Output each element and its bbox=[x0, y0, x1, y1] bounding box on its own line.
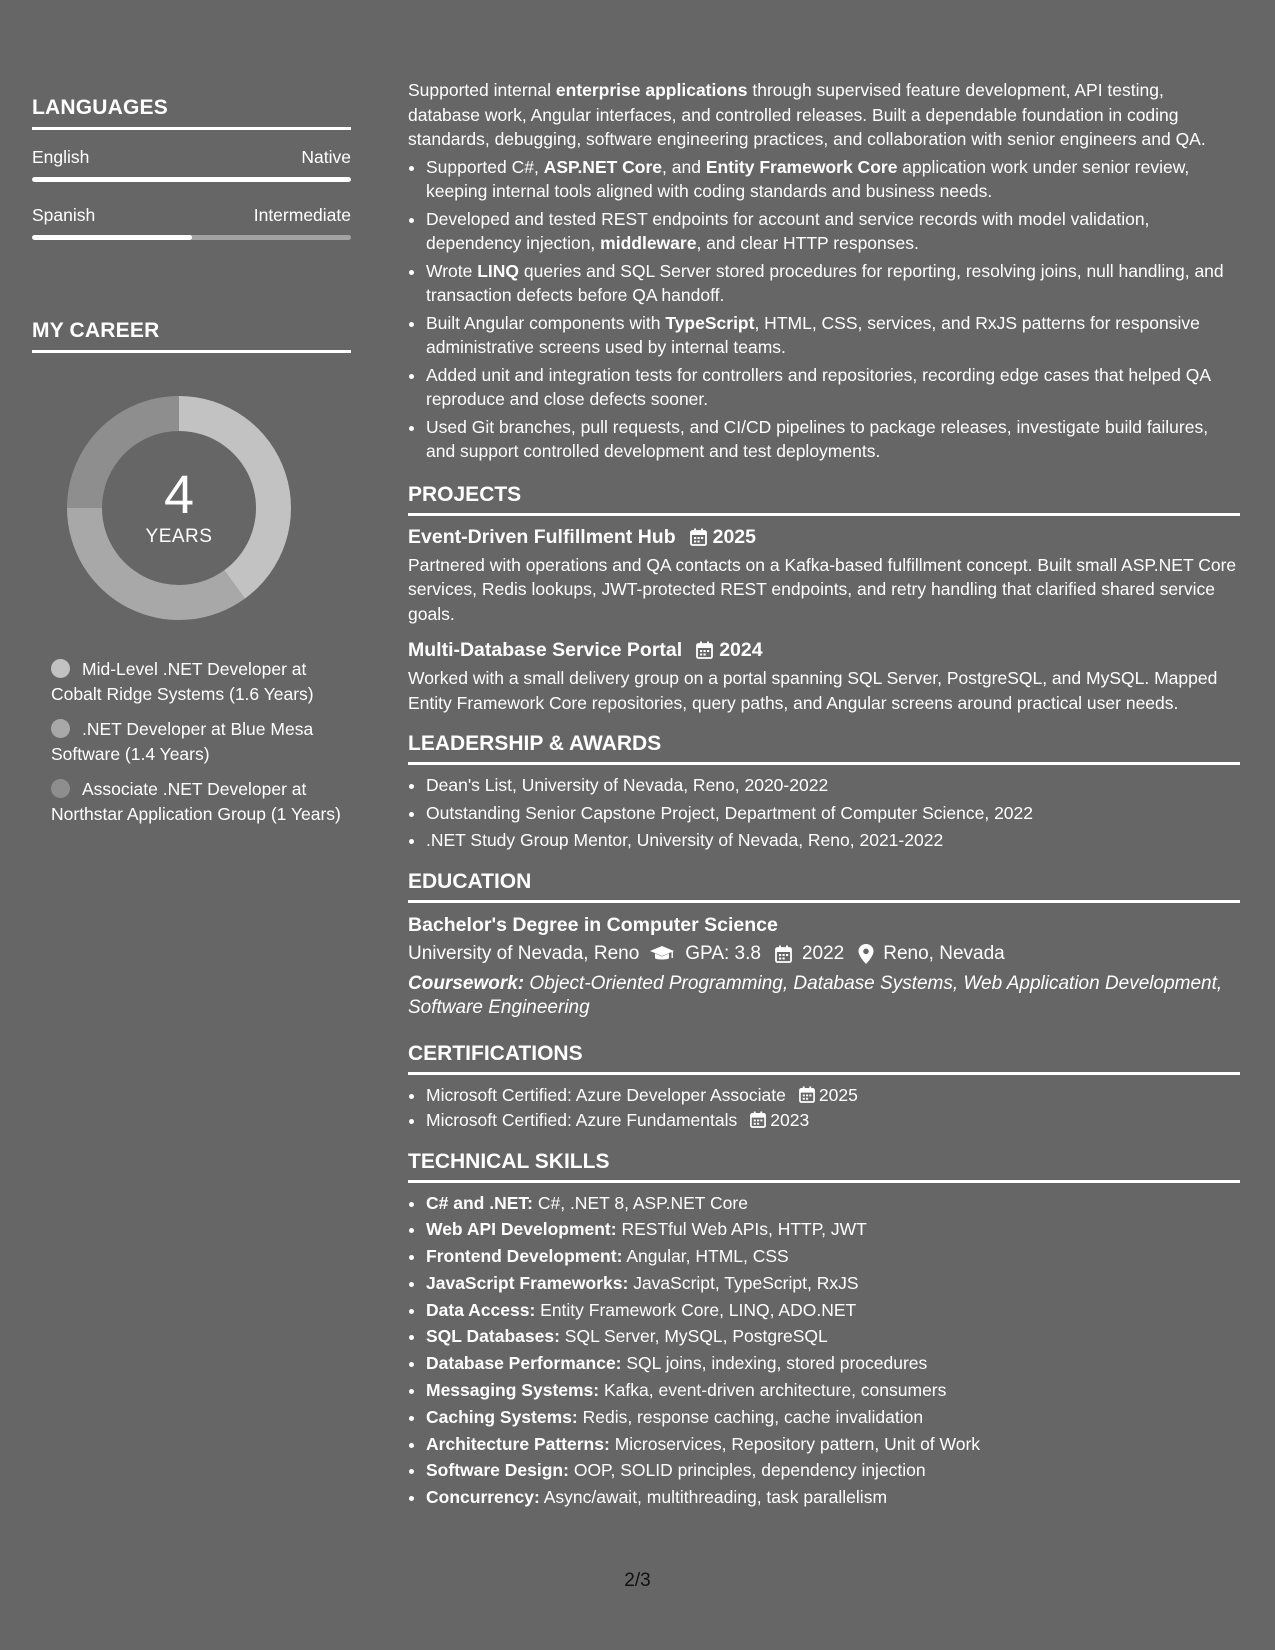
skill-label: Frontend Development: bbox=[426, 1246, 623, 1267]
language-spanish bbox=[32, 204, 351, 240]
leadership-heading: LEADERSHIP & AWARDS bbox=[408, 731, 1240, 765]
language-name: Spanish bbox=[32, 205, 96, 225]
school-name: University of Nevada, Reno bbox=[408, 942, 640, 964]
skill-value: Microservices, Repository pattern, Unit of Work bbox=[614, 1433, 981, 1454]
skill-label: Database Performance: bbox=[426, 1353, 622, 1374]
language-proficiency-fill bbox=[32, 177, 351, 182]
summary-bold: enterprise applications bbox=[555, 80, 748, 100]
map-pin-icon bbox=[858, 944, 874, 964]
skill-value: Entity Framework Core, LINQ, ADO.NET bbox=[540, 1299, 857, 1320]
experience-bullet bbox=[426, 259, 1240, 308]
project-year: 2024 bbox=[719, 639, 763, 661]
coursework-list: Object-Oriented Programming, Database Systems, Web Application Development, Software Engineering bbox=[408, 972, 1223, 1018]
graduation-cap-icon bbox=[649, 945, 675, 963]
bullet-text: Developed and tested REST endpoints for account and service records with model validation, dependency injection, bbox=[426, 208, 1150, 253]
bullet-text: , HTML, CSS, services, and RxJS patterns for responsive administrative screens used by internal teams. bbox=[426, 312, 1200, 357]
degree-title: Bachelor's Degree in Computer Science bbox=[408, 913, 778, 936]
leadership-item: • Dean's List, University of Nevada, Reno, 2020-2022 bbox=[426, 773, 1240, 798]
bullet-text: Used Git branches, pull requests, and CI/CD pipelines to package releases, investigate build failures, and support controlled development and test deployments. bbox=[426, 416, 1209, 461]
skill-value: Angular, HTML, CSS bbox=[626, 1246, 789, 1267]
education-heading: EDUCATION bbox=[408, 869, 1240, 903]
bullet-text: Supported C#, bbox=[426, 156, 544, 177]
language-name: English bbox=[32, 147, 90, 167]
leadership-list bbox=[408, 773, 1240, 853]
experience-summary bbox=[408, 78, 1240, 152]
bullet-text: Wrote bbox=[426, 260, 478, 281]
bullet-bold: ASP.NET Core bbox=[543, 156, 663, 177]
legend-dot bbox=[51, 719, 70, 738]
page-number: 2/3 bbox=[624, 1570, 651, 1591]
legend-dot bbox=[51, 659, 70, 678]
calendar-icon bbox=[696, 641, 713, 659]
experience-bullet bbox=[426, 311, 1240, 360]
skill-value: RESTful Web APIs, HTTP, JWT bbox=[621, 1219, 867, 1240]
project-description: Partnered with operations and QA contacts on a Kafka-based fulfillment concept. Built small ASP.NET Core services, Redis lookups, JWT-protected REST endpoints, and retry handling that clarified shared service goals. bbox=[408, 554, 1237, 624]
skill-label: Architecture Patterns: bbox=[426, 1433, 610, 1454]
skill-value: Kafka, event-driven architecture, consumers bbox=[604, 1380, 947, 1401]
skills-list bbox=[408, 1191, 1240, 1510]
experience-bullet bbox=[426, 415, 1240, 464]
legend-text: .NET Developer at Blue Mesa Software (1.4 Years) bbox=[51, 719, 314, 764]
bullet-text: application work under senior review, keeping internal tools aligned with coding standards and business needs. bbox=[426, 156, 1190, 201]
calendar-icon bbox=[690, 528, 707, 546]
project-title-row bbox=[408, 524, 1240, 550]
projects-heading: PROJECTS bbox=[408, 482, 1240, 516]
bullet-text: , and clear HTTP responses. bbox=[696, 233, 919, 253]
skill-label: JavaScript Frameworks: bbox=[426, 1272, 629, 1293]
certification-name: Microsoft Certified: Azure Developer Associate bbox=[426, 1084, 786, 1105]
legend-text: Associate .NET Developer at Northstar Application Group (1 Years) bbox=[51, 779, 341, 824]
skill-item bbox=[426, 1405, 1240, 1430]
certification-year: 2023 bbox=[770, 1110, 810, 1130]
skill-value: OOP, SOLID principles, dependency injection bbox=[573, 1460, 926, 1481]
location: Reno, Nevada bbox=[883, 942, 1005, 964]
legend-text: Mid-Level .NET Developer at Cobalt Ridge Systems (1.6 Years) bbox=[51, 659, 314, 704]
experience-bullet bbox=[426, 363, 1240, 412]
bullet-bold: Entity Framework Core bbox=[705, 156, 898, 177]
project-title: Multi-Database Service Portal bbox=[408, 639, 683, 661]
calendar-icon bbox=[750, 1111, 766, 1128]
certification-name: Microsoft Certified: Azure Fundamentals bbox=[426, 1110, 738, 1130]
coursework bbox=[408, 972, 1240, 1021]
leadership-item: • Outstanding Senior Capstone Project, Department of Computer Science, 2022 bbox=[426, 801, 1240, 826]
career-years-label: YEARS bbox=[145, 526, 213, 547]
experience-bullet bbox=[426, 207, 1240, 256]
skill-item bbox=[426, 1324, 1240, 1349]
project-title-row bbox=[408, 637, 1240, 663]
graduation-year: 2022 bbox=[801, 942, 845, 964]
skill-value: Async/await, multithreading, task parallelism bbox=[543, 1487, 888, 1508]
skill-value: SQL joins, indexing, stored procedures bbox=[626, 1353, 928, 1374]
bullet-text: Added unit and integration tests for controllers and repositories, recording edge cases that helped QA reproduce and close defects sooner. bbox=[426, 364, 1211, 409]
education-meta bbox=[408, 941, 1240, 967]
skill-item bbox=[426, 1432, 1240, 1457]
bullet-text: queries and SQL Server stored procedures for reporting, resolving joins, null handling, and transaction defects before QA handoff. bbox=[426, 260, 1224, 305]
skill-label: Caching Systems: bbox=[426, 1406, 578, 1427]
language-proficiency-bar bbox=[32, 177, 351, 182]
career-donut-chart bbox=[66, 395, 292, 621]
languages-heading: LANGUAGES bbox=[32, 95, 351, 130]
skill-label: SQL Databases: bbox=[426, 1326, 560, 1347]
legend-dot bbox=[51, 779, 70, 798]
skill-item bbox=[426, 1191, 1240, 1216]
language-level: Intermediate bbox=[253, 205, 351, 225]
career-legend bbox=[51, 657, 341, 826]
skill-item bbox=[426, 1244, 1240, 1269]
certification-item bbox=[426, 1083, 1240, 1108]
bullet-bold: middleware bbox=[600, 233, 697, 253]
summary-text: Supported internal bbox=[408, 80, 556, 100]
calendar-icon bbox=[799, 1086, 815, 1103]
leadership-item: • .NET Study Group Mentor, University of Nevada, Reno, 2021-2022 bbox=[426, 828, 1240, 853]
language-english bbox=[32, 146, 351, 182]
summary-text: through supervised feature development, API testing, database work, Angular interfaces, and controlled releases. Built a dependable foundation in coding standards, debugging, software engineering practices, and collaboration with senior engineers and QA. bbox=[408, 80, 1206, 149]
skill-item bbox=[426, 1271, 1240, 1296]
bullet-text: Built Angular components with bbox=[426, 312, 666, 333]
language-level: Native bbox=[301, 147, 351, 167]
project-description: Worked with a small delivery group on a portal spanning SQL Server, PostgreSQL, and MySQL. Mapped Entity Framework Core repositories, query paths, and Angular screens around practical user needs. bbox=[408, 668, 1218, 713]
bullet-bold: LINQ bbox=[477, 260, 520, 281]
skill-item bbox=[426, 1351, 1240, 1376]
skill-value: C#, .NET 8, ASP.NET Core bbox=[537, 1192, 748, 1213]
experience-bullet bbox=[426, 155, 1240, 204]
career-total-years: 4 bbox=[163, 465, 195, 525]
project-year: 2025 bbox=[712, 525, 756, 548]
skill-item bbox=[426, 1298, 1240, 1323]
skill-label: Messaging Systems: bbox=[426, 1380, 600, 1401]
calendar-icon bbox=[775, 945, 792, 963]
skill-label: Web API Development: bbox=[426, 1219, 617, 1240]
career-legend-item bbox=[51, 657, 341, 706]
language-proficiency-bar bbox=[32, 235, 351, 240]
skill-item bbox=[426, 1217, 1240, 1242]
skill-label: Software Design: bbox=[426, 1460, 569, 1481]
sidebar bbox=[32, 95, 351, 837]
skill-item bbox=[426, 1458, 1240, 1483]
skill-label: Data Access: bbox=[426, 1299, 536, 1320]
certifications-list bbox=[408, 1083, 1240, 1133]
project-title: Event-Driven Fulfillment Hub bbox=[408, 525, 676, 548]
skill-label: C# and .NET: bbox=[426, 1192, 533, 1213]
language-proficiency-fill bbox=[32, 235, 192, 240]
skill-item bbox=[426, 1378, 1240, 1403]
main-content bbox=[408, 78, 1240, 1512]
skill-label: Concurrency: bbox=[426, 1487, 540, 1508]
skills-heading: TECHNICAL SKILLS bbox=[408, 1149, 1240, 1183]
career-legend-item bbox=[51, 777, 341, 826]
skill-value: SQL Server, MySQL, PostgreSQL bbox=[564, 1326, 828, 1347]
certifications-heading: CERTIFICATIONS bbox=[408, 1041, 1240, 1075]
experience-bullets bbox=[408, 155, 1240, 464]
skill-item bbox=[426, 1485, 1240, 1510]
coursework-label: Coursework: bbox=[408, 972, 525, 994]
certification-item bbox=[426, 1108, 1240, 1133]
career-heading: MY CAREER bbox=[32, 318, 351, 353]
skill-value: Redis, response caching, cache invalidation bbox=[582, 1406, 924, 1427]
bullet-bold: TypeScript bbox=[665, 312, 755, 333]
certification-year: 2025 bbox=[818, 1084, 858, 1105]
skill-value: JavaScript, TypeScript, RxJS bbox=[633, 1272, 859, 1293]
gpa: GPA: 3.8 bbox=[685, 942, 761, 964]
career-legend-item bbox=[51, 717, 341, 766]
bullet-text: , and bbox=[662, 156, 706, 177]
